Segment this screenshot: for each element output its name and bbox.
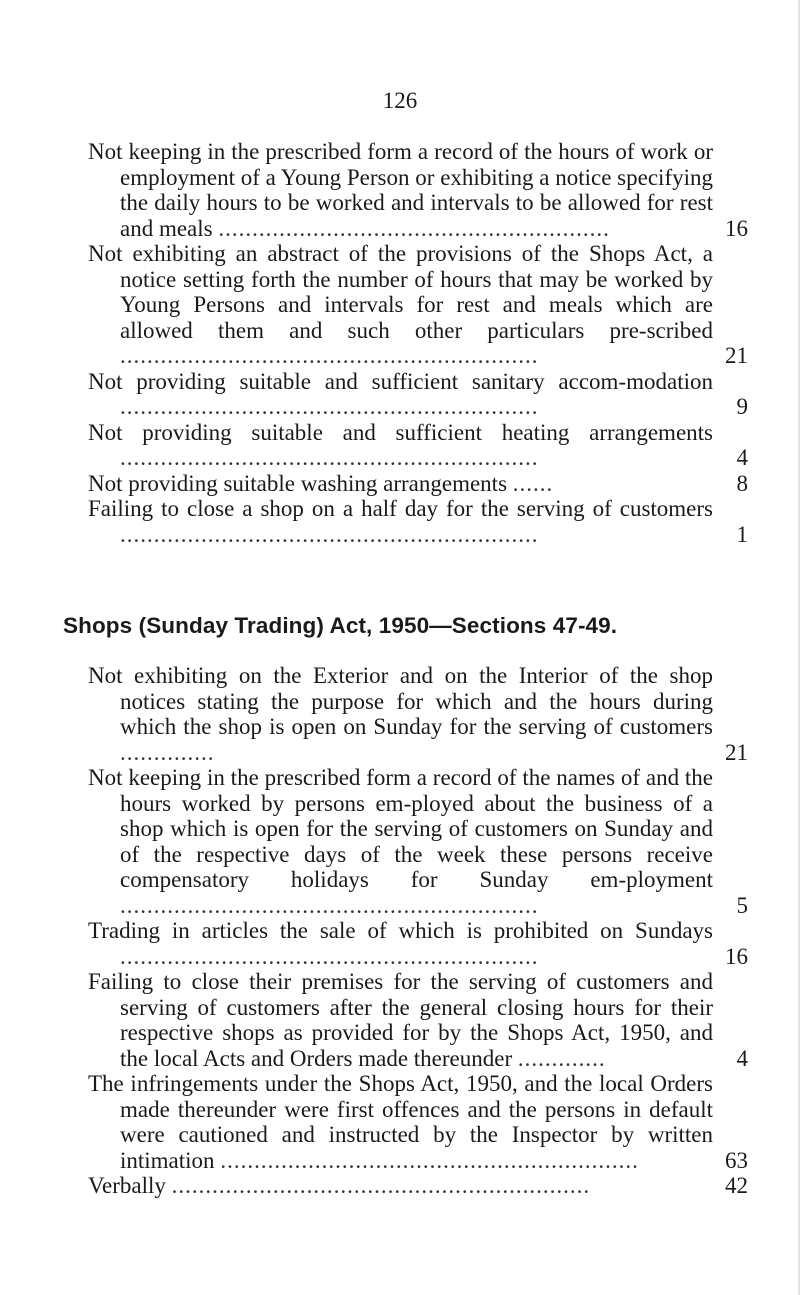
entry-count: 63: [725, 1147, 748, 1173]
list-item: Not exhibiting an abstract of the provisions of the Shops Act, a notice setting forth the number of hours that may be worked by Young Persons and intervals for rest and meals which are allowed them and such other particulars pre-scribed .............................................................. 21: [88, 241, 748, 368]
page-number: 126: [382, 88, 418, 113]
entry-count: 42: [725, 1173, 748, 1198]
list-item: Failing to close their premises for the serving of customers and serving of customers after the general closing hours for their respective shops as provided for by the Shops Act, 1950, and the local Acts and Orders made thereunder ............. 4: [88, 969, 748, 1071]
entry-count: 8: [736, 470, 748, 496]
entry-text: Not keeping in the prescribed form a record of the hours of work or employment of a Young Person or exhibiting a notice specifying the daily hours to be worked and intervals to be allowed for rest and meals: [88, 139, 713, 241]
entry-text: Not providing suitable and sufficient heating arrangements: [88, 419, 713, 445]
entry-count: 16: [725, 943, 748, 969]
entry-text: Not providing suitable washing arrangements: [88, 470, 508, 496]
entry-text: Trading in articles the sale of which is prohibited on Sundays: [88, 918, 713, 943]
entry-count: 16: [725, 215, 748, 241]
section-1-entries: [88, 139, 748, 547]
section-heading: Shops (Sunday Trading) Act, 1950—Sections 47-49.: [63, 613, 618, 638]
list-item: Not exhibiting on the Exterior and on the Interior of the shop notices stating the purpose for which and the hours during which the shop is open on Sunday for the serving of customers .............. 21: [88, 663, 748, 765]
entry-text: Not exhibiting an abstract of the provisions of the Shops Act, a notice setting forth the number of hours that may be worked by Young Persons and intervals for rest and meals which are allowed them and such other particulars pre-scribed: [88, 241, 713, 343]
entry-count: 9: [736, 394, 748, 419]
list-item: Not keeping in the prescribed form a record of the hours of work or employment of a Young Person or exhibiting a notice specifying the daily hours to be worked and intervals to be allowed for rest and meals .......................................................... 16: [88, 139, 748, 241]
entry-text: Not exhibiting on the Exterior and on the Interior of the shop notices stating the purpose for which and the hours during which the shop is open on Sunday for the serving of customers: [88, 663, 713, 739]
entry-text: Not providing suitable and sufficient sanitary accom-modation: [88, 368, 713, 394]
entry-count: 1: [736, 521, 748, 547]
list-item: The infringements under the Shops Act, 1950, and the local Orders made thereunder were first offences and the persons in default were cautioned and instructed by the Inspector by written intimation .............................................................. 63: [88, 1071, 748, 1173]
list-item: Trading in articles the sale of which is prohibited on Sundays .............................................................. 16: [88, 918, 748, 969]
list-item: Verbally .............................................................. 42: [88, 1173, 748, 1198]
entry-count: 4: [736, 1045, 748, 1071]
list-item: Not providing suitable and sufficient sanitary accom-modation .............................................................. 9: [88, 368, 748, 419]
entry-text: Failing to close a shop on a half day for the serving of customers: [88, 496, 713, 521]
entry-count: 21: [725, 739, 748, 765]
entry-count: 21: [725, 343, 748, 368]
list-item: Not keeping in the prescribed form a record of the names of and the hours worked by persons em-ployed about the business of a shop which is open for the serving of customers on Sunday and of the respective days of the week these persons receive compensatory holidays for Sunday em-ployment .............................................................. 5: [88, 765, 748, 918]
entry-text: The infringements under the Shops Act, 1950, and the local Orders made thereunder were first offences and the persons in default were cautioned and instructed by the Inspector by written intimation: [88, 1071, 713, 1173]
list-item: Not providing suitable washing arrangements ...... 8: [88, 470, 748, 496]
entry-text: Verbally: [88, 1173, 166, 1198]
entry-text: Failing to close their premises for the serving of customers and serving of customers after the general closing hours for their respective shops as provided for by the Shops Act, 1950, and the local Acts and Orders made thereunder: [88, 969, 713, 1071]
entry-count: 4: [736, 445, 748, 470]
entry-text: Not keeping in the prescribed form a record of the names of and the hours worked by persons em-ployed about the business of a shop which is open for the serving of customers on Sunday and of the respective days of the week these persons receive compensatory holidays for Sunday em-ployment: [88, 765, 713, 892]
list-item: Not providing suitable and sufficient heating arrangements .............................................................. 4: [88, 419, 748, 470]
entry-count: 5: [736, 892, 748, 918]
section-2-entries: [88, 663, 748, 1199]
list-item: Failing to close a shop on a half day for the serving of customers .............................................................. 1: [88, 496, 748, 547]
